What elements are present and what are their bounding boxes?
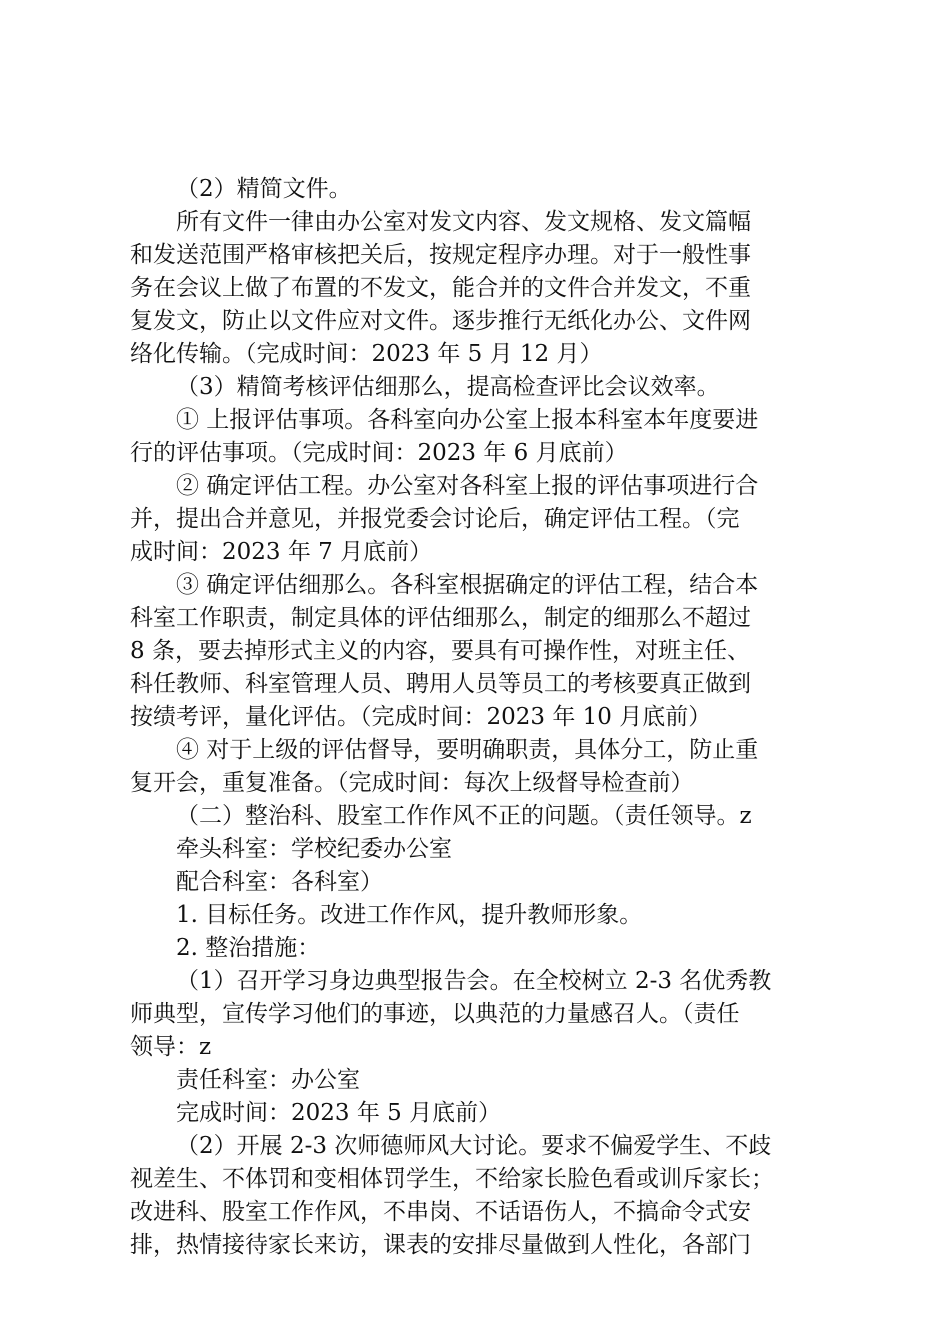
para-line: 2. 整治措施： xyxy=(176,935,321,961)
para-line: 改进科、股室工作作风，不串岗、不话语伤人，不搞命令式安 xyxy=(130,1199,751,1225)
para-line: 成时间：2023 年 7 月底前） xyxy=(130,539,433,565)
para-line: 科室工作职责，制定具体的评估细那么，制定的细那么不超过 xyxy=(130,605,751,631)
para-line: 行的评估事项。（完成时间：2023 年 6 月底前） xyxy=(130,440,628,466)
para-line: 完成时间：2023 年 5 月底前） xyxy=(176,1100,502,1126)
para-line: 牵头科室：学校纪委办公室 xyxy=(176,836,452,862)
para-line: （2）精简文件。 xyxy=(176,176,352,202)
para-line: ④ 对于上级的评估督导，要明确职责，具体分工，防止重 xyxy=(176,737,759,763)
para-line: （二）整治科、股室工作作风不正的问题。（责任领导。z xyxy=(176,803,752,829)
para-line: ② 确定评估工程。办公室对各科室上报的评估事项进行合 xyxy=(176,473,759,499)
para-line: ① 上报评估事项。各科室向办公室上报本科室本年度要进 xyxy=(176,407,759,433)
para-line: 配合科室：各科室） xyxy=(176,869,383,895)
para-line: 科任教师、科室管理人员、聘用人员等员工的考核要真正做到 xyxy=(130,671,751,697)
para-line: 1. 目标任务。改进工作作风，提升教师形象。 xyxy=(176,902,643,928)
para-line: 复发文，防止以文件应对文件。逐步推行无纸化办公、文件网 xyxy=(130,308,751,334)
para-line: （1）召开学习身边典型报告会。在全校树立 2-3 名优秀教 xyxy=(176,968,772,994)
para-line: 视差生、不体罚和变相体罚学生，不给家长脸色看或训斥家长； xyxy=(130,1166,774,1192)
para-line: 按绩考评，量化评估。（完成时间：2023 年 10 月底前） xyxy=(130,704,712,730)
para-line: 排，热情接待家长来访，课表的安排尽量做到人性化，各部门 xyxy=(130,1232,751,1258)
para-line: （3）精简考核评估细那么，提高检查评比会议效率。 xyxy=(176,374,720,400)
para-line: 所有文件一律由办公室对发文内容、发文规格、发文篇幅 xyxy=(176,209,751,235)
para-line: （2）开展 2-3 次师德师风大讨论。要求不偏爱学生、不歧 xyxy=(176,1133,772,1159)
para-line: ③ 确定评估细那么。各科室根据确定的评估工程，结合本 xyxy=(176,572,759,598)
para-line: 师典型，宣传学习他们的事迹，以典范的力量感召人。（责任 xyxy=(130,1001,740,1027)
para-line: 8 条，要去掉形式主义的内容，要具有可操作性，对班主任、 xyxy=(130,638,750,664)
para-line: 并，提出合并意见，并报党委会讨论后，确定评估工程。（完 xyxy=(130,506,740,532)
para-line: 复开会，重复准备。（完成时间：每次上级督导检查前） xyxy=(130,770,694,796)
para-line: 领导：z xyxy=(130,1034,212,1060)
para-line: 责任科室：办公室 xyxy=(176,1067,360,1093)
para-line: 务在会议上做了布置的不发文，能合并的文件合并发文，不重 xyxy=(130,275,751,301)
para-line: 络化传输。（完成时间：2023 年 5 月 12 月） xyxy=(130,341,603,367)
para-line: 和发送范围严格审核把关后，按规定程序办理。对于一般性事 xyxy=(130,242,751,268)
